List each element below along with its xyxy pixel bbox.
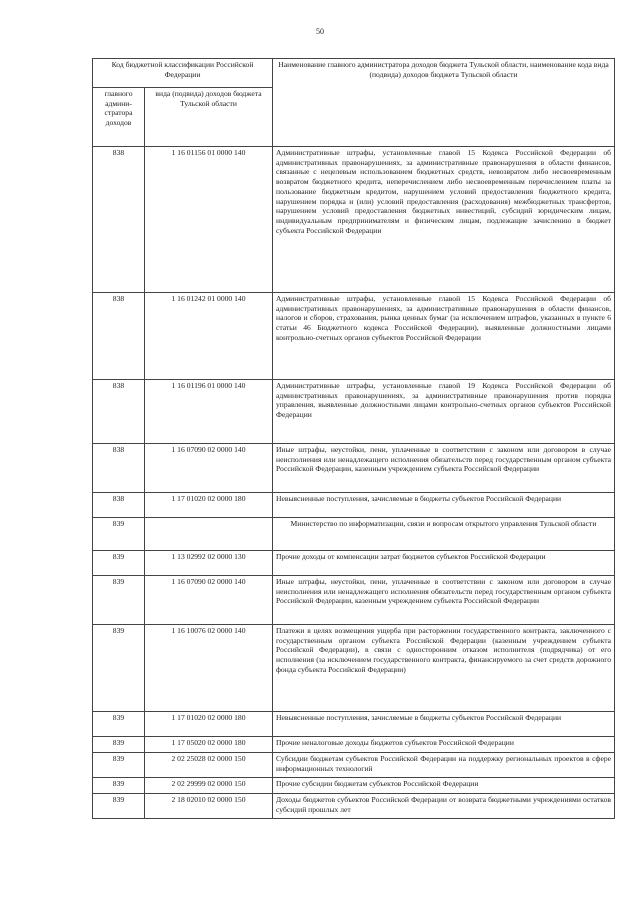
admin-code-cell: 838 — [93, 380, 145, 444]
table-row — [93, 293, 615, 380]
table-row — [93, 444, 615, 493]
section-title-cell: Министерство по информатизации, связи и вопросам открытого управления Тульской области — [273, 518, 615, 551]
table-row — [93, 737, 615, 753]
income-code-cell: 1 17 01020 02 0000 180 — [145, 493, 273, 518]
description-cell: Невыясненные поступления, зачисляемые в бюджеты субъектов Российской Федерации — [273, 493, 615, 518]
header-admin-column: главного админи-стратора доходов — [93, 88, 145, 147]
admin-code-cell: 838 — [93, 444, 145, 493]
admin-code-cell: 839 — [93, 794, 145, 819]
description-cell: Административные штрафы, установленные главой 15 Кодекса Российской Федерации об административных правонарушениях, за административные правонарушения в области финансов, связанные с нецелевым использованием бюджетных средств, невозвратом либо несвоевременным возвратом бюджетного кредита, неперечислением либо несвоевременным перечислением платы за пользование бюджетным кредитом, нарушением условий предоставления бюджетного кредита, нарушением порядка и (или) условий предоставления (расходования) межбюджетных трансфертов, нарушением условий предоставления бюджетных инвестиций, субсидий юридическим лицам, индивидуальным предпринимателям и физическим лицам, подлежащие зачислению в бюджет субъекта Российской Федерации — [273, 147, 615, 293]
table-row — [93, 778, 615, 794]
description-cell: Иные штрафы, неустойки, пени, уплаченные в соответствии с законом или договором в случае неисполнения или ненадлежащего исполнения обязательств перед государственным органом субъекта Российской Федерации, казенным учреждением субъекта Российской Федерации — [273, 444, 615, 493]
header-income-column: вида (подвида) доходов бюджета Тульской области — [145, 88, 273, 147]
table-body — [93, 147, 615, 819]
income-code-cell: 2 18 02010 02 0000 150 — [145, 794, 273, 819]
income-code-cell: 1 16 01242 01 0000 140 — [145, 293, 273, 380]
admin-code-cell: 839 — [93, 753, 145, 778]
table-row — [93, 551, 615, 576]
description-cell: Платежи в целях возмещения ущерба при расторжении государственного контракта, заключенного с государственным органом субъекта Российской Федерации (казенным учреждением субъекта Российской Федерации), в связи с односторонним отказом исполнителя (подрядчика) от его исполнения (за исключением государственного контракта, финансируемого за счет средств дорожного фонда субъекта Российской Федерации) — [273, 625, 615, 712]
income-code-cell — [145, 518, 273, 551]
description-cell: Доходы бюджетов субъектов Российской Федерации от возврата бюджетными учреждениями остатков субсидий прошлых лет — [273, 794, 615, 819]
income-code-cell: 1 16 07090 02 0000 140 — [145, 576, 273, 625]
admin-code-cell: 839 — [93, 778, 145, 794]
income-code-cell: 1 16 01156 01 0000 140 — [145, 147, 273, 293]
header-name-column: Наименование главного администратора доходов бюджета Тульской области, наименование кода вида (подвида) доходов бюджета Тульской области — [273, 59, 615, 147]
table-row — [93, 794, 615, 819]
description-cell: Прочие доходы от компенсации затрат бюджетов субъектов Российской Федерации — [273, 551, 615, 576]
admin-code-cell: 838 — [93, 147, 145, 293]
admin-code-cell: 839 — [93, 551, 145, 576]
table-row — [93, 576, 615, 625]
income-code-cell: 1 16 01196 01 0000 140 — [145, 380, 273, 444]
admin-code-cell: 839 — [93, 712, 145, 737]
description-cell: Иные штрафы, неустойки, пени, уплаченные в соответствии с законом или договором в случае неисполнения или ненадлежащего исполнения обязательств перед государственным органом субъекта Российской Федерации, казенным учреждением субъекта Российской Федерации — [273, 576, 615, 625]
budget-revenue-table — [92, 58, 615, 819]
income-code-cell: 1 13 02992 02 0000 130 — [145, 551, 273, 576]
description-cell: Прочие неналоговые доходы бюджетов субъектов Российской Федерации — [273, 737, 615, 753]
income-code-cell: 1 17 01020 02 0000 180 — [145, 712, 273, 737]
description-cell: Административные штрафы, установленные главой 19 Кодекса Российской Федерации об административных правонарушениях, за административные правонарушения против порядка управления, выявленные должностными лицами контрольно-счетных органов субъектов Российской Федерации — [273, 380, 615, 444]
description-cell: Субсидии бюджетам субъектов Российской Федерации на поддержку региональных проектов в сфере информационных технологий — [273, 753, 615, 778]
page-number: 50 — [316, 27, 324, 36]
admin-code-cell: 838 — [93, 493, 145, 518]
table-row — [93, 625, 615, 712]
income-code-cell: 1 16 10076 02 0000 140 — [145, 625, 273, 712]
section-row — [93, 518, 615, 551]
header-code-group: Код бюджетной классификации Российской Федерации — [93, 59, 273, 88]
table-row — [93, 712, 615, 737]
admin-code-cell: 839 — [93, 518, 145, 551]
admin-code-cell: 838 — [93, 293, 145, 380]
description-cell: Невыясненные поступления, зачисляемые в бюджеты субъектов Российской Федерации — [273, 712, 615, 737]
description-cell: Прочие субсидии бюджетам субъектов Российской Федерации — [273, 778, 615, 794]
income-code-cell: 1 17 05020 02 0000 180 — [145, 737, 273, 753]
income-code-cell: 2 02 25028 02 0000 150 — [145, 753, 273, 778]
table-row — [93, 380, 615, 444]
admin-code-cell: 839 — [93, 625, 145, 712]
income-code-cell: 2 02 29999 02 0000 150 — [145, 778, 273, 794]
table-row — [93, 753, 615, 778]
income-code-cell: 1 16 07090 02 0000 140 — [145, 444, 273, 493]
description-cell: Административные штрафы, установленные главой 15 Кодекса Российской Федерации об административных правонарушениях, за административные правонарушения в области финансов, налогов и сборов, страхования, рынка ценных бумаг (за исключением штрафов, указанных в пункте 6 статьи 46 Бюджетного кодекса Российской Федерации), выявленные должностными лицами контрольно-счетных органов субъектов Российской Федерации — [273, 293, 615, 380]
admin-code-cell: 839 — [93, 576, 145, 625]
table-row — [93, 147, 615, 293]
table-row — [93, 493, 615, 518]
admin-code-cell: 839 — [93, 737, 145, 753]
